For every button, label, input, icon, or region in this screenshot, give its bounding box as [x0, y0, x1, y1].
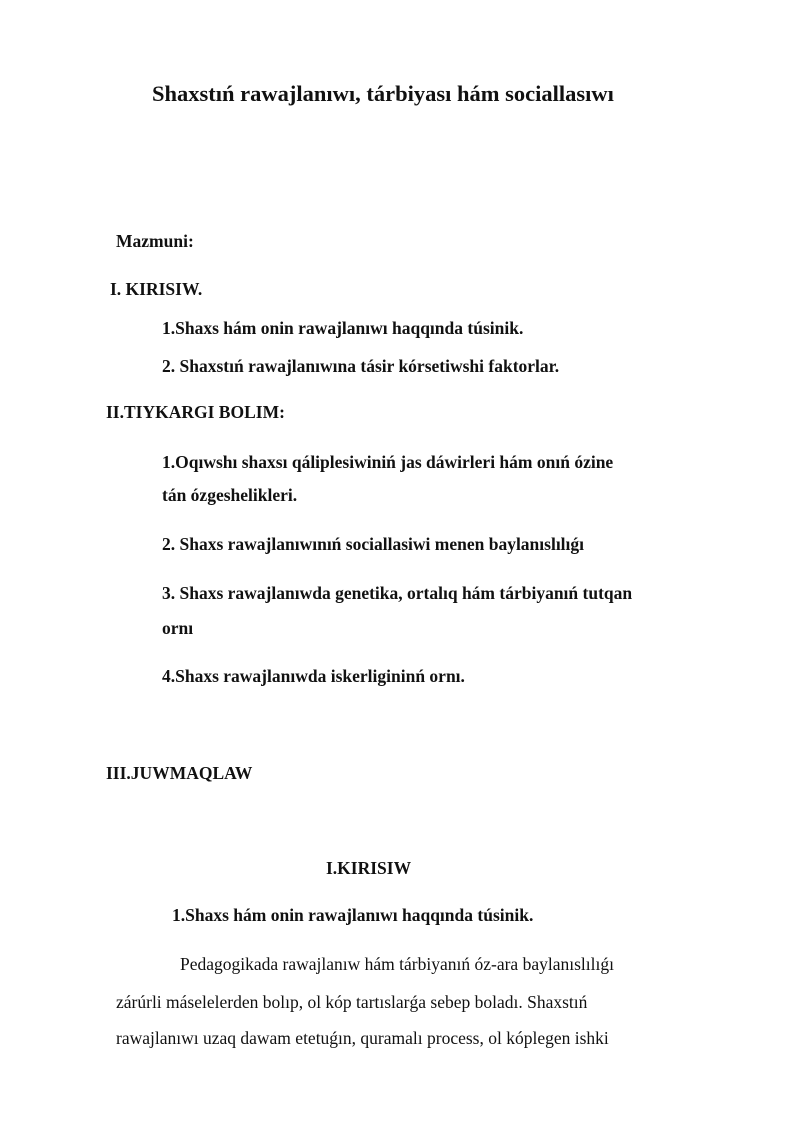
toc-item-2-2: 2. Shaxs rawajlanıwınıń sociallasiwi menen baylanıslılıǵı — [162, 534, 585, 554]
toc-item-1-2: 2. Shaxstıń rawajlanıwına tásir kórsetiwshi faktorlar. — [162, 356, 560, 376]
paragraph-line: Pedagogikada rawajlanıw hám tárbiyanıń óz-ara baylanıslılıǵı — [180, 954, 614, 974]
toc-item-2-4: 4.Shaxs rawajlanıwda iskerligininń ornı. — [162, 666, 465, 686]
body-subheading: 1.Shaxs hám onin rawajlanıwı haqqında túsinik. — [172, 905, 534, 925]
toc-section-2-label: II.TIYKARGI BOLIM: — [106, 402, 285, 422]
toc-item-2-3-line1: 3. Shaxs rawajlanıwda genetika, ortalıq hám tárbiyanıń tutqan — [162, 583, 633, 603]
toc-item-2-1-line2: tán ózgeshelikleri. — [162, 485, 298, 505]
toc-section-3-label: III.JUWMAQLAW — [106, 763, 253, 783]
contents-heading: Mazmuni: — [116, 231, 194, 251]
body-section-heading: I.KIRISIW — [326, 858, 412, 878]
paragraph-line: rawajlanıwı uzaq dawam etetuǵın, quramalı process, ol kóplegen ishki — [116, 1028, 609, 1048]
toc-item-2-3-line2: ornı — [162, 618, 194, 638]
document-title: Shaxstıń rawajlanıwı, tárbiyası hám sociallasıwı — [152, 81, 614, 106]
paragraph-line: zárúrli máselelerden bolıp, ol kóp tartıslarǵa sebep boladı. Shaxstıń — [116, 992, 588, 1012]
toc-item-1-1: 1.Shaxs hám onin rawajlanıwı haqqında túsinik. — [162, 318, 524, 338]
toc-item-2-1-line1: 1.Oqıwshı shaxsı qáliplesiwiniń jas dáwirleri hám onıń ózine — [162, 452, 614, 472]
toc-section-1-label: I. KIRISIW. — [110, 279, 203, 299]
